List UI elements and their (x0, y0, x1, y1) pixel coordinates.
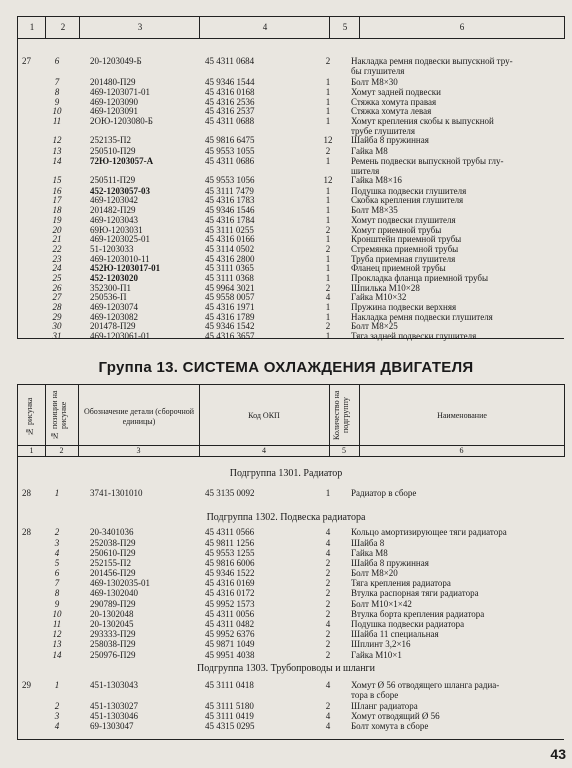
picture-number: 28 (22, 488, 31, 498)
table-row (0, 331, 572, 342)
part-name: Шпилька М10×28 (351, 283, 420, 293)
part-designation: 469-1203091 (90, 106, 138, 116)
top-col-5: 5 (342, 22, 348, 32)
part-name: Болт М8×35 (351, 205, 398, 215)
part-designation: 469-1302035-01 (90, 578, 150, 588)
table-row (0, 135, 572, 146)
quantity: 1 (325, 106, 331, 116)
part-designation: 20-1302048 (90, 609, 134, 619)
position-number: 22 (52, 244, 62, 254)
part-name: трубе глушителя (351, 126, 416, 136)
quantity: 4 (325, 721, 331, 731)
part-name: Скобка крепления глушителя (351, 195, 464, 205)
quantity: 2 (325, 629, 331, 639)
position-number: 28 (52, 302, 62, 312)
part-name: тора в сборе (351, 690, 399, 700)
part-designation: 469-1203010-11 (90, 254, 150, 264)
part-designation: 69Ю-1203031 (90, 225, 143, 235)
table-row (0, 527, 572, 538)
position-number: 3 (54, 538, 60, 548)
part-name: Стяжка хомута левая (351, 106, 432, 116)
part-name: Гайка М8 (351, 548, 388, 558)
position-number: 29 (52, 312, 62, 322)
okp-code: 45 9964 3021 (205, 283, 255, 293)
position-number: 31 (52, 331, 62, 341)
position-number: 19 (52, 215, 62, 225)
quantity: 1 (325, 331, 331, 341)
part-name: Тяга задней подвески глушителя (351, 331, 477, 341)
part-designation: 451-1303043 (90, 680, 138, 690)
position-number: 12 (52, 629, 62, 639)
part-name: Стяжка хомута правая (351, 97, 437, 107)
position-number: 10 (52, 609, 62, 619)
quantity: 12 (323, 175, 333, 185)
quantity: 2 (325, 599, 331, 609)
quantity: 4 (325, 619, 331, 629)
quantity: 4 (325, 680, 331, 690)
quantity: 2 (325, 225, 331, 235)
part-name: Гайка М10×32 (351, 292, 407, 302)
quantity: 2 (325, 650, 331, 660)
col-num-5: 5 (342, 446, 346, 455)
position-number: 18 (52, 205, 62, 215)
part-name: Шайба 8 пружинная (351, 558, 429, 568)
part-name: Тяга крепления радиатора (351, 578, 451, 588)
subgroup-title: Подгруппа 1303. Трубопроводы и шланги (197, 663, 375, 674)
okp-code: 45 4311 0056 (205, 609, 255, 619)
table-header (17, 384, 565, 457)
okp-code: 45 4315 0295 (205, 721, 255, 731)
part-name: Хомут Ø 56 отводящего шланга радиа- (351, 680, 500, 690)
okp-code: 45 9553 1255 (205, 548, 255, 558)
part-designation: 469-1203025-01 (90, 234, 150, 244)
okp-code: 45 3111 0419 (205, 711, 254, 721)
okp-code: 45 9346 1544 (205, 77, 255, 87)
part-designation: 252155-П2 (90, 558, 131, 568)
quantity: 2 (325, 321, 331, 331)
quantity: 4 (325, 292, 331, 302)
position-number: 23 (52, 254, 62, 264)
part-designation: 201478-П29 (90, 321, 136, 331)
top-col-6: 6 (459, 22, 465, 32)
table-row (0, 66, 572, 77)
table-row (0, 721, 572, 732)
position-number: 9 (54, 97, 60, 107)
part-name: шителя (351, 166, 380, 176)
part-designation: 469-1203071-01 (90, 87, 150, 97)
part-name: Шайба 11 специальная (351, 629, 439, 639)
quantity: 1 (325, 97, 331, 107)
quantity: 1 (325, 263, 331, 273)
part-designation: 469-1203090 (90, 97, 138, 107)
quantity: 12 (323, 135, 333, 145)
part-designation: 452Ю-1203017-01 (90, 263, 161, 273)
table-row (0, 650, 572, 661)
part-name: Болт М8×30 (351, 77, 398, 87)
okp-code: 45 3111 0255 (205, 225, 254, 235)
quantity: 2 (325, 701, 331, 711)
col-designation: Обозначение детали (сборочной единицы) (83, 407, 195, 426)
position-number: 1 (54, 488, 60, 498)
part-designation: 250510-П29 (90, 146, 136, 156)
quantity: 1 (325, 273, 331, 283)
part-name: Гайка М8 (351, 146, 388, 156)
part-designation: 201482-П29 (90, 205, 136, 215)
okp-code: 45 9811 1256 (205, 538, 255, 548)
okp-code: 45 9871 1049 (205, 639, 255, 649)
part-name: Подушка подвески глушителя (351, 186, 467, 196)
part-name: Втулка борта крепления радиатора (351, 609, 485, 619)
okp-code: 45 4311 0566 (205, 527, 255, 537)
top-col-1: 1 (29, 22, 35, 32)
quantity: 1 (325, 302, 331, 312)
okp-code: 45 4311 0688 (205, 116, 255, 126)
part-designation: 20-1302045 (90, 619, 134, 629)
part-designation: 469-1203074 (90, 302, 138, 312)
part-designation: 250536-П (90, 292, 127, 302)
part-designation: 20-3401036 (90, 527, 134, 537)
part-designation: 69-1303047 (90, 721, 134, 731)
part-name: Хомут подвески глушителя (351, 215, 456, 225)
part-name: Накладка ремня подвески глушителя (351, 312, 493, 322)
position-number: 30 (52, 321, 62, 331)
part-designation: 201456-П29 (90, 568, 136, 578)
quantity: 1 (325, 186, 331, 196)
okp-code: 45 4316 1784 (205, 215, 255, 225)
okp-code: 45 4316 2536 (205, 97, 255, 107)
okp-code: 45 9816 6006 (205, 558, 255, 568)
okp-code: 45 9951 4038 (205, 650, 255, 660)
part-designation: 469-1203082 (90, 312, 138, 322)
col-picture-number: № рисунка (25, 397, 34, 437)
part-designation: 451-1303027 (90, 701, 138, 711)
position-number: 14 (52, 650, 62, 660)
position-number: 4 (54, 548, 60, 558)
position-number: 17 (52, 195, 62, 205)
position-number: 21 (52, 234, 62, 244)
position-number: 26 (52, 283, 62, 293)
part-designation: 72Ю-1203057-А (90, 156, 154, 166)
part-name: Кронштейн приемной трубы (351, 234, 462, 244)
part-designation: 2ОЮ-1203080-Б (90, 116, 153, 126)
position-number: 20 (52, 225, 62, 235)
part-name: Шланг радиатора (351, 701, 418, 711)
position-number: 11 (52, 619, 62, 629)
part-designation: 51-1203033 (90, 244, 134, 254)
part-name: Шплинт 3,2×16 (351, 639, 411, 649)
part-designation: 469-1302040 (90, 588, 138, 598)
quantity: 2 (325, 56, 331, 66)
part-name: Шайба 8 пружинная (351, 135, 429, 145)
quantity: 2 (325, 558, 331, 568)
position-number: 25 (52, 273, 62, 283)
picture-number: 29 (22, 680, 31, 690)
quantity: 1 (325, 116, 331, 126)
part-name: Труба приемная глушителя (351, 254, 456, 264)
position-number: 7 (54, 77, 60, 87)
part-name: Гайка М10×1 (351, 650, 402, 660)
position-number: 14 (52, 156, 62, 166)
part-designation: 452-1203057-03 (90, 186, 150, 196)
part-name: Кольцо амортизирующее тяги радиатора (351, 527, 507, 537)
part-designation: 352300-П1 (90, 283, 131, 293)
subgroup-title: Подгруппа 1302. Подвеска радиатора (206, 512, 366, 523)
part-designation: 452-1203020 (90, 273, 138, 283)
quantity: 2 (325, 244, 331, 254)
part-name: Накладка ремня подвески выпускной тру- (351, 56, 513, 66)
col-num-3: 3 (136, 446, 141, 455)
table-row (0, 175, 572, 186)
part-name: Болт М8×20 (351, 568, 398, 578)
part-name: Хомут задней подвески (351, 87, 441, 97)
position-number: 8 (54, 87, 60, 97)
okp-code: 45 3111 5180 (205, 701, 254, 711)
table-row (0, 690, 572, 701)
part-designation: 451-1303046 (90, 711, 138, 721)
okp-code: 45 4311 0482 (205, 619, 255, 629)
position-number: 13 (52, 639, 62, 649)
table-row (0, 488, 572, 499)
position-number: 6 (54, 568, 60, 578)
part-name: Пружина подвески верхняя (351, 302, 457, 312)
top-col-4: 4 (262, 22, 268, 32)
okp-code: 45 4316 0172 (205, 588, 255, 598)
part-designation: 250976-П29 (90, 650, 136, 660)
okp-code: 45 4316 0169 (205, 578, 255, 588)
quantity: 1 (325, 205, 331, 215)
okp-code: 45 9346 1542 (205, 321, 255, 331)
picture-number: 27 (22, 56, 31, 66)
position-number: 13 (52, 146, 62, 156)
position-number: 8 (54, 588, 60, 598)
col-okp-code: Код ОКП (248, 411, 280, 420)
position-number: 10 (52, 106, 62, 116)
quantity: 1 (325, 254, 331, 264)
quantity: 2 (325, 609, 331, 619)
okp-code: 45 9816 6475 (205, 135, 255, 145)
position-number: 6 (54, 56, 60, 66)
quantity: 4 (325, 711, 331, 721)
col-name: Наименование (437, 411, 487, 420)
part-name: Втулка распорная тяги радиатора (351, 588, 479, 598)
quantity: 2 (325, 568, 331, 578)
position-number: 11 (52, 116, 62, 126)
part-name: Гайка М8×16 (351, 175, 402, 185)
page-number: 43 (550, 746, 566, 762)
part-name: Хомут приемной трубы (351, 225, 442, 235)
part-name: Болт М8×25 (351, 321, 398, 331)
position-number: 9 (54, 599, 60, 609)
col-quantity: Количество на подгруппу (332, 390, 350, 440)
quantity: 1 (325, 215, 331, 225)
part-name: Болт М10×1×42 (351, 599, 412, 609)
position-number: 12 (52, 135, 62, 145)
part-designation: 469-1203043 (90, 215, 138, 225)
quantity: 1 (325, 234, 331, 244)
okp-code: 45 4316 1783 (205, 195, 255, 205)
quantity: 1 (325, 488, 331, 498)
col-num-1: 1 (29, 446, 34, 455)
okp-code: 45 4316 1971 (205, 302, 255, 312)
col-num-6: 6 (459, 446, 464, 455)
quantity: 1 (325, 312, 331, 322)
part-designation: 469-1203042 (90, 195, 138, 205)
top-col-2: 2 (60, 22, 66, 32)
table-row (0, 588, 572, 599)
quantity: 2 (325, 639, 331, 649)
okp-code: 45 9346 1546 (205, 205, 255, 215)
okp-code: 45 9952 1573 (205, 599, 255, 609)
okp-code: 45 4316 3657 (205, 331, 255, 341)
part-name: Ремень подвески выпускной трубы глу- (351, 156, 504, 166)
part-name: Хомут крепления скобы к выпускной (351, 116, 494, 126)
part-name: бы глушителя (351, 66, 405, 76)
okp-code: 45 3114 0502 (205, 244, 255, 254)
position-number: 27 (52, 292, 62, 302)
quantity: 2 (325, 588, 331, 598)
position-number: 3 (54, 711, 60, 721)
position-number: 1 (54, 680, 60, 690)
position-number: 5 (54, 558, 60, 568)
part-name: Шайба 8 (351, 538, 385, 548)
okp-code: 45 3111 0365 (205, 263, 254, 273)
quantity: 2 (325, 578, 331, 588)
top-column-header (17, 16, 565, 39)
okp-code: 45 4311 0684 (205, 56, 255, 66)
okp-code: 45 4316 2537 (205, 106, 255, 116)
table-row (0, 639, 572, 650)
quantity: 2 (325, 146, 331, 156)
position-number: 15 (52, 175, 62, 185)
okp-code: 45 3135 0092 (205, 488, 255, 498)
part-designation: 201480-П29 (90, 77, 136, 87)
group-title: Группа 13. СИСТЕМА ОХЛАЖДЕНИЯ ДВИГАТЕЛЯ (98, 359, 474, 376)
okp-code: 45 4316 0168 (205, 87, 255, 97)
okp-code: 45 4311 0686 (205, 156, 255, 166)
subgroup-title: Подгруппа 1301. Радиатор (229, 468, 343, 479)
part-name: Стремянка приемной трубы (351, 244, 459, 254)
position-number: 24 (52, 263, 62, 273)
top-col-3: 3 (137, 22, 143, 32)
part-name: Болт хомута в сборе (351, 721, 429, 731)
part-name: Хомут отводящий Ø 56 (351, 711, 440, 721)
okp-code: 45 4316 2800 (205, 254, 255, 264)
position-number: 2 (54, 701, 60, 711)
quantity: 1 (325, 156, 331, 166)
part-designation: 250511-П29 (90, 175, 136, 185)
quantity: 1 (325, 87, 331, 97)
quantity: 4 (325, 538, 331, 548)
okp-code: 45 9553 1056 (205, 175, 255, 185)
picture-number: 28 (22, 527, 31, 537)
okp-code: 45 9346 1522 (205, 568, 255, 578)
okp-code: 45 9553 1055 (205, 146, 255, 156)
part-name: Прокладка фланца приемной трубы (351, 273, 489, 283)
position-number: 16 (52, 186, 62, 196)
okp-code: 45 3111 0368 (205, 273, 254, 283)
col-position-number: № позиции на рисунке (50, 390, 68, 441)
part-designation: 469-1203061-01 (90, 331, 150, 341)
part-designation: 252038-П29 (90, 538, 136, 548)
part-designation: 250610-П29 (90, 548, 136, 558)
quantity: 1 (325, 77, 331, 87)
okp-code: 45 3111 0418 (205, 680, 254, 690)
part-name: Фланец приемной трубы (351, 263, 446, 273)
quantity: 4 (325, 527, 331, 537)
part-designation: 258038-П29 (90, 639, 136, 649)
okp-code: 45 9952 6376 (205, 629, 255, 639)
quantity: 1 (325, 195, 331, 205)
position-number: 7 (54, 578, 60, 588)
quantity: 2 (325, 283, 331, 293)
col-num-2: 2 (59, 446, 64, 455)
position-number: 2 (54, 527, 60, 537)
part-designation: 290789-П29 (90, 599, 136, 609)
part-designation: 293333-П29 (90, 629, 136, 639)
okp-code: 45 3111 7479 (205, 186, 254, 196)
col-num-4: 4 (262, 446, 266, 455)
okp-code: 45 4316 0166 (205, 234, 255, 244)
quantity: 4 (325, 548, 331, 558)
part-name: Подушка подвески радиатора (351, 619, 465, 629)
part-designation: 20-1203049-Б (90, 56, 142, 66)
position-number: 4 (54, 721, 60, 731)
part-designation: 252135-П2 (90, 135, 131, 145)
okp-code: 45 9558 0057 (205, 292, 255, 302)
part-name: Радиатор в сборе (351, 488, 417, 498)
part-designation: 3741-1301010 (90, 488, 143, 498)
okp-code: 45 4316 1789 (205, 312, 255, 322)
